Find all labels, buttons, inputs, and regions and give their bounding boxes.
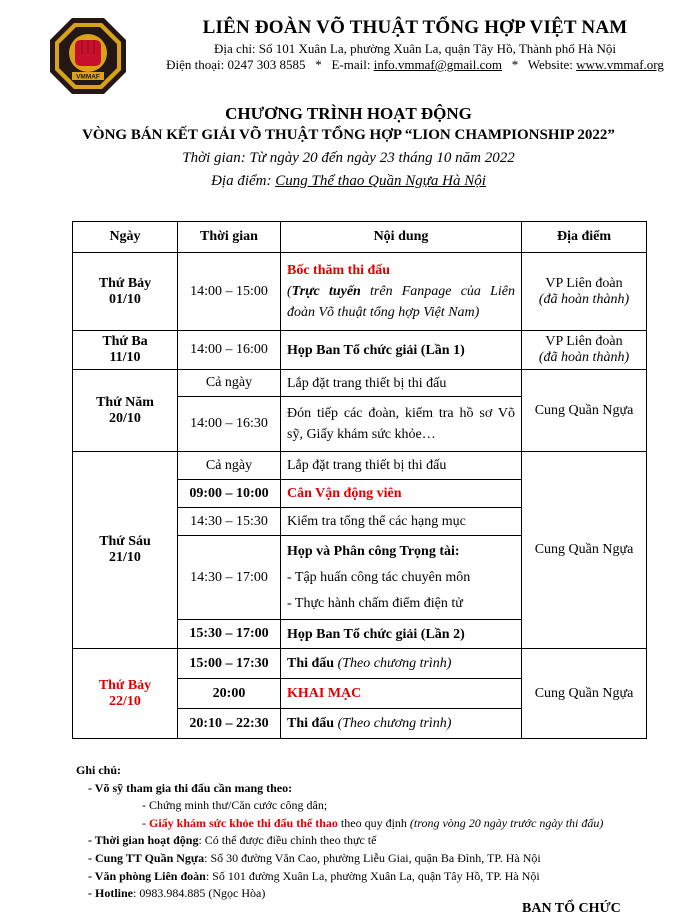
logo-text: VMMAF xyxy=(76,73,100,81)
note-item: - Hotline: 0983.984.885 (Ngọc Hòa) xyxy=(88,886,266,901)
table-row xyxy=(73,649,647,679)
location-cell: Cung Quần Ngựa xyxy=(522,370,647,452)
location-cell: VP Liên đoàn (đã hoàn thành) xyxy=(522,253,647,331)
content-cell: Cân Vận động viên xyxy=(281,480,522,508)
time-cell: 15:00 – 17:30 xyxy=(178,649,281,679)
org-contact: Điện thoại: 0247 303 8585 * E-mail: info.vmmaf@gmail.com * Website: www.vmmaf.org xyxy=(166,57,664,72)
schedule-table xyxy=(72,221,647,739)
draw-title: Bốc thăm thi đấu xyxy=(287,263,391,278)
note-item: - Văn phòng Liên đoàn: Số 101 đường Xuân La, phường Xuân La, quận Tây Hồ, TP. Hà Nội xyxy=(88,868,540,883)
org-name: LIÊN ĐOÀN VÕ THUẬT TỔNG HỢP VIỆT NAM xyxy=(202,17,628,38)
day-cell: Thứ Bảy 22/10 xyxy=(73,649,178,739)
org-phone: Điện thoại: 0247 303 8585 xyxy=(166,57,306,72)
col-header-time: Thời gian xyxy=(178,222,281,253)
referee-item: - Tập huấn công tác chuyên môn xyxy=(287,569,471,585)
org-address: Địa chỉ: Số 101 Xuân La, phường Xuân La, quận Tây Hồ, Thành phố Hà Nội xyxy=(214,41,616,56)
table-row xyxy=(73,452,647,480)
content-cell: Kiểm tra tổng thể các hạng mục xyxy=(281,508,522,536)
content-cell xyxy=(281,536,522,620)
email-label: E-mail: xyxy=(331,57,371,72)
location-cell: Cung Quần Ngựa xyxy=(522,452,647,649)
notes-title: Ghi chú: xyxy=(76,763,122,777)
note-item: - Thời gian hoạt động: Có thể được điều chỉnh theo thực tế xyxy=(88,833,377,848)
event-place-value: Cung Thể thao Quần Ngựa Hà Nội xyxy=(275,173,486,189)
table-row xyxy=(73,370,647,397)
table-header-row xyxy=(73,222,647,253)
note-item: - Cung TT Quần Ngựa: Số 30 đường Văn Cao, phường Liễu Giai, quận Ba Đình, TP. Hà Nội xyxy=(88,850,541,865)
time-cell: 14:30 – 17:00 xyxy=(178,536,281,620)
time-cell: Cả ngày xyxy=(178,452,281,480)
referee-meeting-title: Họp và Phân công Trọng tài: xyxy=(287,543,460,559)
location-cell: VP Liên đoàn (đã hoàn thành) xyxy=(522,331,647,370)
signature: BAN TỔ CHỨC xyxy=(522,901,621,916)
notes-section xyxy=(76,762,676,903)
time-cell: 09:00 – 10:00 xyxy=(178,480,281,508)
referee-item: - Thực hành chấm điểm điện tử xyxy=(287,595,463,611)
content-cell: Đón tiếp các đoàn, kiểm tra hồ sơ Võ sỹ, Giấy khám sức khỏe… xyxy=(281,397,522,452)
vmmaf-logo xyxy=(48,16,128,96)
content-cell: KHAI MẠC xyxy=(281,679,522,709)
time-cell: Cả ngày xyxy=(178,370,281,397)
content-cell: Họp Ban Tổ chức giải (Lần 1) xyxy=(281,331,522,370)
note-subitem: - Giấy khám sức khỏe thi đấu thể thao theo quy định (trong vòng 20 ngày trước ngày thi đấu) xyxy=(142,815,604,830)
table-row xyxy=(73,331,647,370)
content-cell: Thi đấu (Theo chương trình) xyxy=(281,709,522,739)
website-link[interactable]: www.vmmaf.org xyxy=(576,57,664,72)
event-place xyxy=(0,173,697,190)
time-cell: 20:10 – 22:30 xyxy=(178,709,281,739)
day-cell: Thứ Sáu 21/10 xyxy=(73,452,178,649)
day-cell: Thứ Ba 11/10 xyxy=(73,331,178,370)
online-note: trên Fanpage của Liên đoàn Võ thuật tổng hợp Việt Nam) xyxy=(287,284,515,320)
time-cell: 14:30 – 15:30 xyxy=(178,508,281,536)
day-cell: Thứ Năm 20/10 xyxy=(73,370,178,452)
col-header-content: Nội dung xyxy=(281,222,522,253)
website-label: Website: xyxy=(527,57,573,72)
time-cell: 14:00 – 16:00 xyxy=(178,331,281,370)
col-header-day: Ngày xyxy=(73,222,178,253)
online-label: Trực tuyến xyxy=(291,284,361,299)
location-cell: Cung Quần Ngựa xyxy=(522,649,647,739)
content-cell: Bốc thăm thi đấu (Trực tuyến trên Fanpage của Liên đoàn Võ thuật tổng hợp Việt Nam) xyxy=(281,253,522,331)
table-row xyxy=(73,253,647,331)
content-cell: Họp Ban Tổ chức giải (Lần 2) xyxy=(281,620,522,649)
content-cell: Lắp đặt trang thiết bị thi đấu xyxy=(281,370,522,397)
time-cell: 14:00 – 16:30 xyxy=(178,397,281,452)
event-time: Thời gian: Từ ngày 20 đến ngày 23 tháng 10 năm 2022 xyxy=(182,150,515,166)
email-link[interactable]: info.vmmaf@gmail.com xyxy=(373,57,502,72)
doc-subtitle: VÒNG BÁN KẾT GIẢI VÕ THUẬT TỔNG HỢP “LION CHAMPIONSHIP 2022” xyxy=(82,127,615,143)
time-cell: 20:00 xyxy=(178,679,281,709)
col-header-location: Địa điểm xyxy=(522,222,647,253)
event-place-label: Địa điểm: xyxy=(211,173,276,189)
content-cell: Lắp đặt trang thiết bị thi đấu xyxy=(281,452,522,480)
time-cell: 15:30 – 17:00 xyxy=(178,620,281,649)
day-cell: Thứ Bảy 01/10 xyxy=(73,253,178,331)
doc-title: CHƯƠNG TRÌNH HOẠT ĐỘNG xyxy=(225,104,472,123)
time-cell: 14:00 – 15:00 xyxy=(178,253,281,331)
note-subitem: - Chứng minh thư/Căn cước công dân; xyxy=(142,798,328,813)
content-cell: Thi đấu (Theo chương trình) xyxy=(281,649,522,679)
note-item: - Võ sỹ tham gia thi đấu cần mang theo: xyxy=(88,780,293,795)
